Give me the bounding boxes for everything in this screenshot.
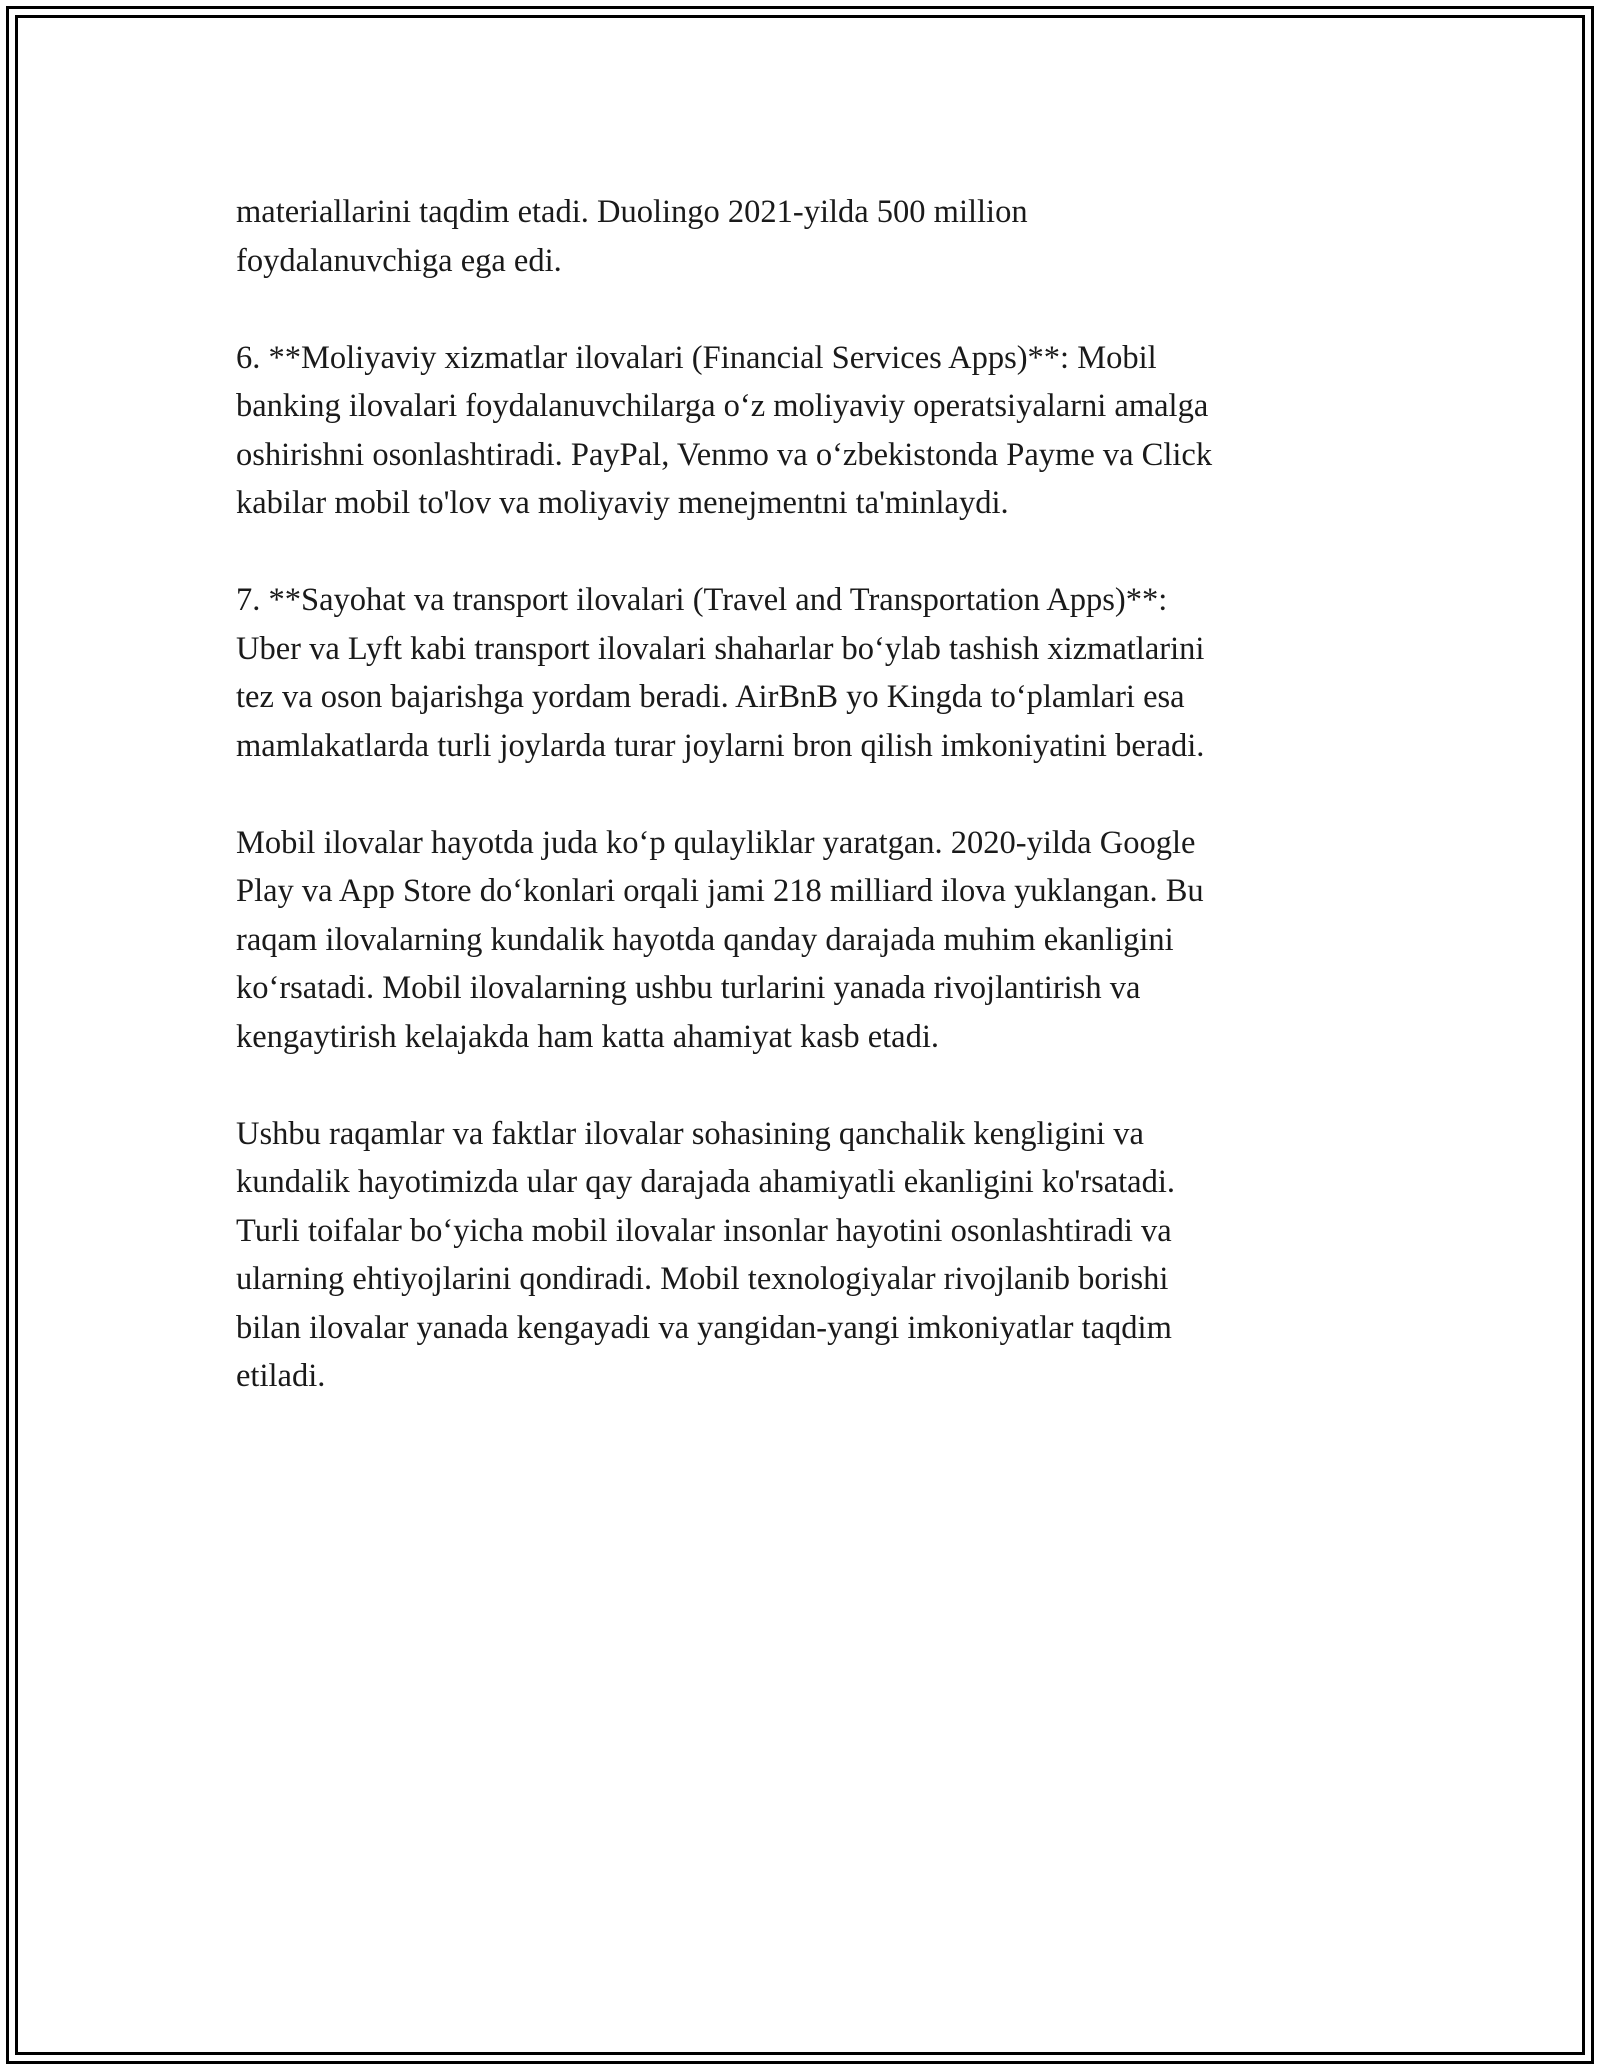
paragraph-financial-apps: 6. **Moliyaviy xizmatlar ilovalari (Financial Services Apps)**: Mobil banking ilovalari foydalanuvchilarga o‘z moliyaviy operatsiyalarni amalga oshirishni osonlashtiradi. PayPal, Venmo va o‘zbekistonda Payme va Click kabilar mobil to'lov va moliyaviy menejmentni ta'minlaydi. [236,339,1213,521]
document-body [236,188,1386,1449]
paragraph-conclusion: Ushbu raqamlar va faktlar ilovalar sohasining qanchalik kengligini va kundalik hayotimizda ular qay darajada ahamiyatli ekanligini ko'rsatadi. Turli toifalar bo‘yicha mobil ilovalar insonlar hayotini osonlashtiradi va ularning ehtiyojlarini qondiradi. Mobil texnologiyalar rivojlanib borishi bilan ilovalar yanada kengayadi va yangidan-yangi imkoniyatlar taqdim etiladi. [236,1115,1176,1394]
paragraph-travel-apps: 7. **Sayohat va transport ilovalari (Travel and Transportation Apps)**: Uber va Lyft kabi transport ilovalari shaharlar bo‘ylab tashish xizmatlarini tez va oson bajarishga yordam beradi. AirBnB yo Kingda to‘plamlari esa mamlakatlarda turli joylarda turar joylarni bron qilish imkoniyatini beradi. [236,582,1205,764]
paragraph-duolingo: materiallarini taqdim etadi. Duolingo 2021-yilda 500 million foydalanuvchiga ega edi. [236,194,1028,279]
paragraph-mobile-apps-summary: Mobil ilovalar hayotda juda ko‘p qulayliklar yaratgan. 2020-yilda Google Play va App Store do‘konlari orqali jami 218 milliard ilova yuklangan. Bu raqam ilovalarning kundalik hayotda qanday darajada muhim ekanligini ko‘rsatadi. Mobil ilovalarning ushbu turlarini yanada rivojlantirish va kengaytirish kelajakda ham katta ahamiyat kasb etadi. [236,824,1204,1055]
